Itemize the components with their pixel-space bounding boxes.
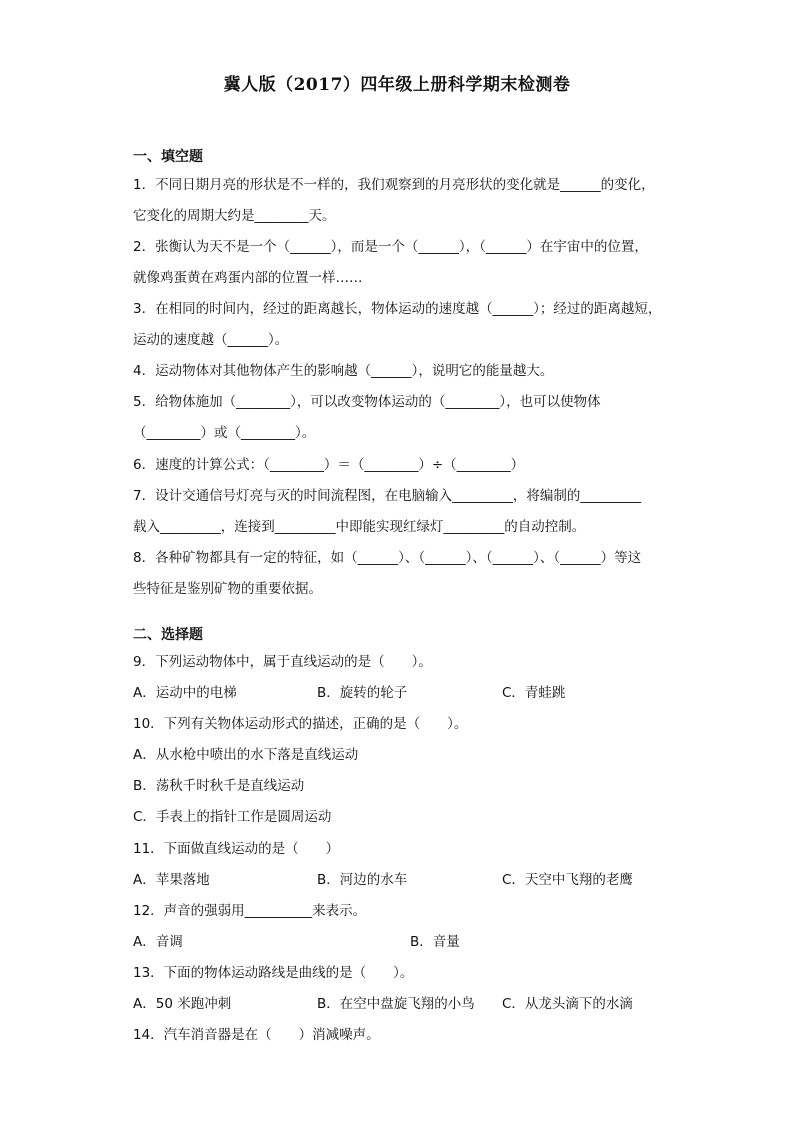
fill-q1-line2: 它变化的周期大约是________天。 bbox=[133, 208, 336, 224]
q9-option-c: C．青蛙跳 bbox=[502, 685, 566, 701]
section-fill-blank: 一、填空题 bbox=[133, 149, 203, 165]
fill-q3-line1: 3．在相同的时间内，经过的距离越长，物体运动的速度越（______）；经过的距离越短， bbox=[133, 301, 662, 317]
fill-q6: 6．速度的计算公式：（________）＝（________）÷（________） bbox=[133, 457, 525, 473]
choice-q11: 11．下面做直线运动的是（ ） bbox=[133, 841, 340, 857]
q9-option-a: A．运动中的电梯 bbox=[133, 685, 237, 701]
section-choice: 二、选择题 bbox=[133, 627, 203, 643]
fill-q1-line1: 1．不同日期月亮的形状是不一样的，我们观察到的月亮形状的变化就是______的变化， bbox=[133, 177, 655, 193]
fill-q2-line1: 2．张衡认为天不是一个（______），而是一个（______），（______）在宇宙中的位置， bbox=[133, 239, 648, 255]
q11-option-b: B．河边的水车 bbox=[317, 872, 408, 888]
q12-option-b: B．音量 bbox=[410, 934, 460, 950]
fill-q7-line1: 7．设计交通信号灯亮与灭的时间流程图，在电脑输入_________，将编制的_________ bbox=[133, 488, 642, 504]
q12-option-a: A．音调 bbox=[133, 934, 183, 950]
fill-q8-line1: 8．各种矿物都具有一定的特征，如（______）、（______）、（______）、（______）等这 bbox=[133, 550, 642, 566]
q13-option-a: A．50 米跑冲刺 bbox=[133, 996, 232, 1012]
q9-option-b: B．旋转的轮子 bbox=[317, 685, 408, 701]
page-title: 冀人版（2017）四年级上册科学期末检测卷 bbox=[223, 75, 571, 95]
q13-option-b: B．在空中盘旋飞翔的小鸟 bbox=[317, 996, 475, 1012]
fill-q4: 4．运动物体对其他物体产生的影响越（______），说明它的能量越大。 bbox=[133, 363, 554, 379]
q11-option-a: A．苹果落地 bbox=[133, 872, 210, 888]
choice-q9: 9．下列运动物体中，属于直线运动的是（ ）。 bbox=[133, 654, 432, 670]
choice-q13: 13．下面的物体运动路线是曲线的是（ ）。 bbox=[133, 965, 414, 981]
fill-q8-line2: 些特征是鉴别矿物的重要依据。 bbox=[133, 581, 322, 597]
fill-q5-line2: （________）或（________）。 bbox=[133, 425, 316, 441]
q10-option-c: C．手表上的指针工作是圆周运动 bbox=[133, 809, 332, 825]
choice-q10: 10．下列有关物体运动形式的描述，正确的是（ ）。 bbox=[133, 716, 468, 732]
choice-q14: 14．汽车消音器是在（ ）消减噪声。 bbox=[133, 1027, 380, 1043]
fill-q5-line1: 5．给物体施加（________），可以改变物体运动的（________），也可以使物体 bbox=[133, 394, 601, 410]
fill-q2-line2: 就像鸡蛋黄在鸡蛋内部的位置一样…… bbox=[133, 270, 363, 286]
fill-q3-line2: 运动的速度越（______）。 bbox=[133, 332, 289, 348]
q10-option-b: B．荡秋千时秋千是直线运动 bbox=[133, 778, 305, 794]
fill-q7-line2: 载入_________，连接到_________中即能实现红绿灯_________的自动控制。 bbox=[133, 519, 586, 535]
choice-q12: 12．声音的强弱用__________来表示。 bbox=[133, 903, 367, 919]
q10-option-a: A．从水枪中喷出的水下落是直线运动 bbox=[133, 747, 359, 763]
q11-option-c: C．天空中飞翔的老鹰 bbox=[502, 872, 633, 888]
q13-option-c: C．从龙头滴下的水滴 bbox=[502, 996, 633, 1012]
